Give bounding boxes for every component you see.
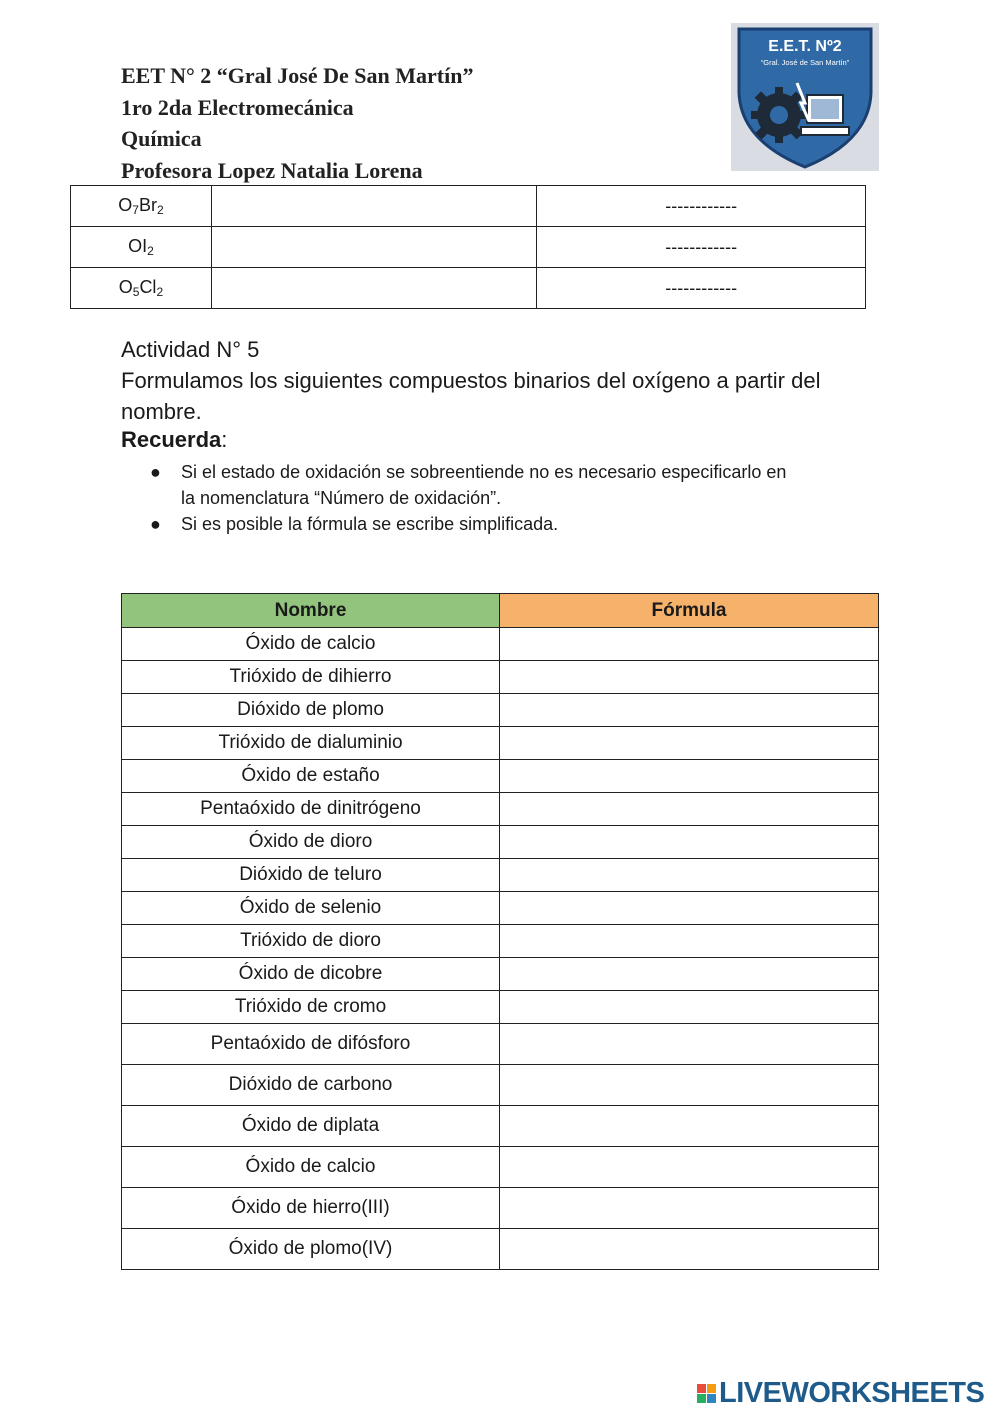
table-row — [122, 628, 879, 661]
course-name: 1ro 2da Electromecánica — [121, 94, 354, 120]
traditional-cell: ------------ — [537, 227, 866, 268]
table-row — [122, 1106, 879, 1147]
formula-answer-cell[interactable] — [500, 991, 879, 1024]
teacher-name: Profesora Lopez Natalia Lorena — [121, 157, 423, 183]
table-row — [122, 760, 879, 793]
bullet-icon: ● — [150, 462, 161, 482]
bullet-text: Si es posible la fórmula se escribe simplificada. — [181, 514, 559, 534]
table-row — [122, 1147, 879, 1188]
column-header-nombre: Nombre — [122, 594, 500, 628]
brand-mark-icon — [697, 1384, 716, 1403]
bullet-text-line1: Si el estado de oxidación se sobreentiende no es necesario especificarlo en — [181, 462, 787, 482]
compound-name-cell: Pentaóxido de dinitrógeno — [122, 793, 500, 826]
activity-title: Actividad N° 5 — [121, 337, 260, 362]
compound-name-cell: Dióxido de plomo — [122, 694, 500, 727]
formula-answer-cell[interactable] — [500, 1229, 879, 1270]
formula-answer-cell[interactable] — [500, 1106, 879, 1147]
table-row — [122, 1229, 879, 1270]
formula-exercise-table — [121, 593, 879, 1270]
formula-cell: $O_5Cl_2$ — [71, 268, 212, 309]
formula-answer-cell[interactable] — [500, 793, 879, 826]
list-item — [150, 459, 880, 511]
subject-name: Química — [121, 126, 202, 151]
compound-name-cell: Óxido de dioro — [122, 826, 500, 859]
compound-name-cell: Pentaóxido de difósforo — [122, 1024, 500, 1065]
table-row — [122, 1188, 879, 1229]
formula-answer-cell[interactable] — [500, 1188, 879, 1229]
formula-cell: $O_7Br_2$ — [71, 186, 212, 227]
formula-answer-cell[interactable] — [500, 760, 879, 793]
logo-subtitle-text: “Gral. José de San Martín” — [760, 58, 850, 67]
compound-name-cell: Trióxido de dialuminio — [122, 727, 500, 760]
compound-name-cell: Trióxido de dioro — [122, 925, 500, 958]
table-row — [122, 958, 879, 991]
formula-answer-cell[interactable] — [500, 694, 879, 727]
formula-answer-cell[interactable] — [500, 892, 879, 925]
remember-label: Recuerda — [121, 427, 222, 452]
table-row — [122, 1065, 879, 1106]
compound-name-cell: Óxido de plomo(IV) — [122, 1229, 500, 1270]
previous-exercise-table — [70, 185, 866, 309]
table-row — [71, 268, 866, 309]
document-header — [121, 60, 473, 186]
formula-answer-cell[interactable] — [500, 727, 879, 760]
table-row — [71, 227, 866, 268]
table-row — [71, 186, 866, 227]
formula-cell: $OI_2$ — [71, 227, 212, 268]
table-row — [122, 661, 879, 694]
activity-instruction-line1: Formulamos los siguientes compuestos binarios del oxígeno a partir del — [121, 368, 821, 393]
formula-answer-cell[interactable] — [500, 628, 879, 661]
gear-icon — [751, 87, 807, 143]
answer-cell[interactable] — [211, 186, 537, 227]
activity-block — [121, 334, 881, 427]
bullet-icon: ● — [150, 514, 161, 534]
compound-name-cell: Óxido de diplata — [122, 1106, 500, 1147]
table-row — [122, 826, 879, 859]
compound-name-cell: Dióxido de carbono — [122, 1065, 500, 1106]
remember-list — [150, 459, 880, 537]
formula-answer-cell[interactable] — [500, 826, 879, 859]
traditional-cell: ------------ — [537, 268, 866, 309]
remember-colon: : — [221, 427, 228, 452]
table-row — [122, 892, 879, 925]
compound-name-cell: Óxido de hierro(III) — [122, 1188, 500, 1229]
traditional-cell: ------------ — [537, 186, 866, 227]
compound-name-cell: Óxido de estaño — [122, 760, 500, 793]
compound-name-cell: Dióxido de teluro — [122, 859, 500, 892]
formula-answer-cell[interactable] — [500, 661, 879, 694]
school-logo — [731, 23, 879, 171]
table-row — [122, 859, 879, 892]
formula-answer-cell[interactable] — [500, 1147, 879, 1188]
compound-name-cell: Óxido de dicobre — [122, 958, 500, 991]
table-header-row — [122, 594, 879, 628]
formula-answer-cell[interactable] — [500, 1065, 879, 1106]
brand-name: LIVEWORKSHEETS — [719, 1376, 985, 1409]
activity-instruction-line2: nombre. — [121, 399, 202, 424]
list-item — [150, 511, 880, 537]
formula-answer-cell[interactable] — [500, 859, 879, 892]
formula-answer-cell[interactable] — [500, 1024, 879, 1065]
liveworksheets-logo — [697, 1377, 984, 1409]
bullet-text-line2: la nomenclatura “Número de oxidación”. — [181, 488, 502, 508]
table-row — [122, 694, 879, 727]
formula-answer-cell[interactable] — [500, 958, 879, 991]
answer-cell[interactable] — [211, 227, 537, 268]
formula-answer-cell[interactable] — [500, 925, 879, 958]
table-row — [122, 925, 879, 958]
compound-name-cell: Óxido de calcio — [122, 1147, 500, 1188]
table-row — [122, 991, 879, 1024]
answer-cell[interactable] — [211, 268, 537, 309]
column-header-formula: Fórmula — [500, 594, 879, 628]
table-row — [122, 727, 879, 760]
compound-name-cell: Trióxido de cromo — [122, 991, 500, 1024]
logo-title-text: E.E.T. Nº2 — [768, 38, 842, 55]
school-name: EET N° 2 “Gral José De San Martín” — [121, 63, 474, 88]
table-row — [122, 793, 879, 826]
compound-name-cell: Óxido de calcio — [122, 628, 500, 661]
remember-heading — [121, 427, 227, 453]
compound-name-cell: Óxido de selenio — [122, 892, 500, 925]
table-row — [122, 1024, 879, 1065]
compound-name-cell: Trióxido de dihierro — [122, 661, 500, 694]
